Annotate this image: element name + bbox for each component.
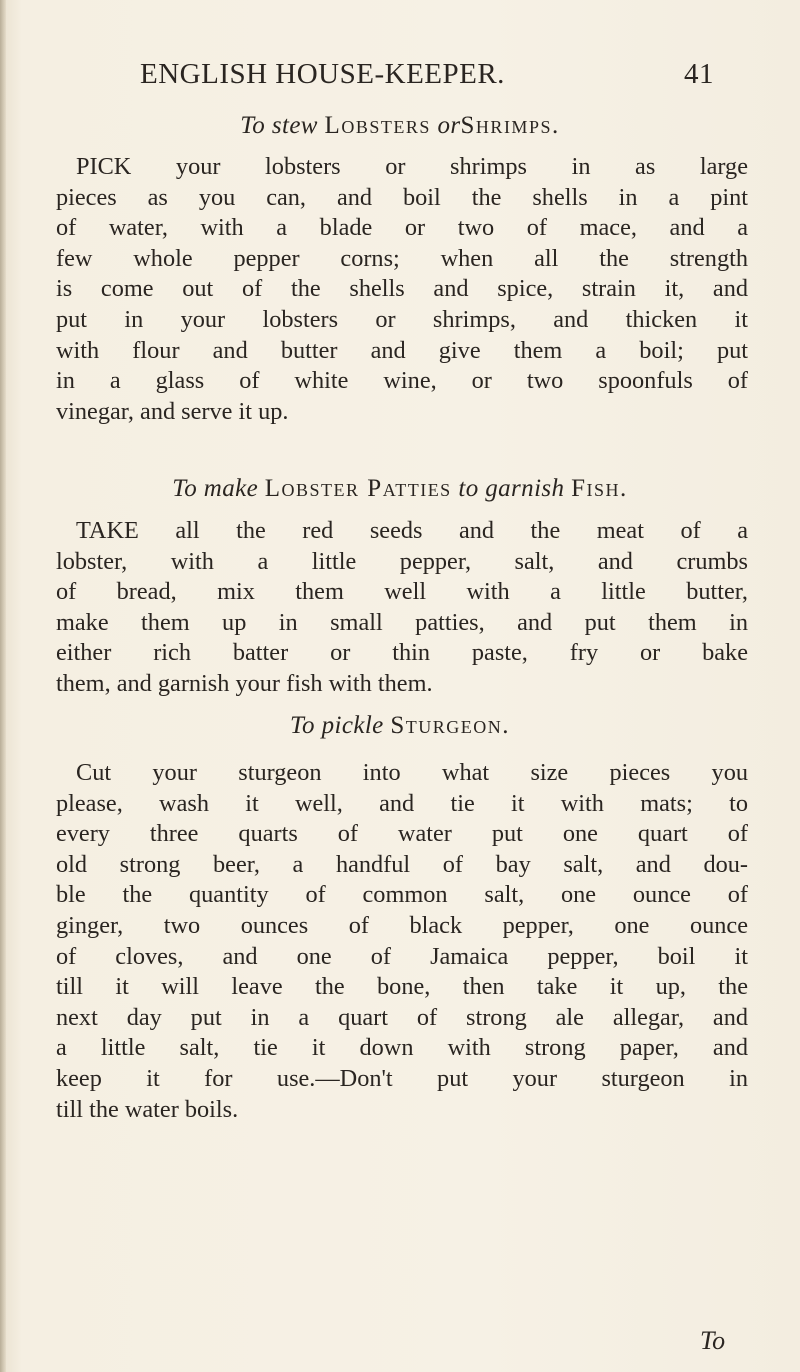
text-line: till it will leave the bone, then take it up, the <box>56 973 748 1001</box>
text-line: put in your lobsters or shrimps, and thicken it <box>56 305 748 333</box>
heading-italic-mid: to garnish <box>458 475 565 502</box>
heading-italic-lead: To stew <box>240 112 318 139</box>
page-number: 41 <box>684 58 714 90</box>
heading-italic-lead: To pickle <box>290 712 384 739</box>
text-line: please, wash it well, and tie it with mats; to <box>56 789 748 817</box>
text-line: either rich batter or thin paste, fry or bake <box>56 639 748 667</box>
text-line: next day put in a quart of strong ale allegar, and <box>56 1003 748 1031</box>
text-line: lobster, with a little pepper, salt, and crumbs <box>56 547 748 575</box>
heading-caps-tail: Shrimps. <box>460 112 560 139</box>
text-line: a little salt, tie it down with strong paper, and <box>56 1034 748 1062</box>
heading-caps-tail: Fish. <box>571 475 628 502</box>
text-line: ble the quantity of common salt, one ounce of <box>56 881 748 909</box>
text-line: keep it for use.—Don't put your sturgeon in <box>56 1064 748 1092</box>
recipe-heading-pickle-sturgeon <box>0 712 800 740</box>
text-line: in a glass of white wine, or two spoonfuls of <box>56 367 748 395</box>
recipe-body-pickle-sturgeon <box>56 758 748 1125</box>
running-head <box>140 58 760 91</box>
heading-caps-text: Lobster Patties <box>264 475 452 502</box>
heading-caps-text: Lobsters <box>324 112 431 139</box>
text-line: pieces as you can, and boil the shells in a pint <box>56 183 748 211</box>
text-line: till the water boils. <box>56 1095 239 1123</box>
text-line: is come out of the shells and spice, strain it, and <box>56 275 748 303</box>
text-line: of cloves, and one of Jamaica pepper, boil it <box>56 942 748 970</box>
text-line: vinegar, and serve it up. <box>56 397 289 425</box>
text-line: Cut your sturgeon into what size pieces you <box>76 759 748 786</box>
recipe-heading-stew-lobsters <box>0 112 800 140</box>
catchword: To <box>700 1326 726 1355</box>
heading-caps-text: Sturgeon. <box>390 712 510 739</box>
text-line: few whole pepper corns; when all the strength <box>56 244 748 272</box>
page-gutter-shadow <box>0 0 6 1372</box>
text-line: old strong beer, a handful of bay salt, and dou- <box>56 850 748 878</box>
text-line: PICK your lobsters or shrimps in as large <box>76 153 748 180</box>
recipe-heading-lobster-patties <box>0 475 800 503</box>
heading-italic-lead: To make <box>172 475 259 502</box>
text-line: of bread, mix them well with a little butter, <box>56 578 748 606</box>
recipe-body-stew-lobsters <box>56 152 748 427</box>
text-line: with flour and butter and give them a boil; put <box>56 336 748 364</box>
recipe-body-lobster-patties <box>56 516 748 700</box>
text-line: make them up in small patties, and put them in <box>56 608 748 636</box>
heading-italic-mid: or <box>437 112 461 139</box>
text-line: ginger, two ounces of black pepper, one ounce <box>56 911 748 939</box>
running-title: ENGLISH HOUSE-KEEPER. <box>140 58 505 90</box>
text-line: of water, with a blade or two of mace, and a <box>56 214 748 242</box>
text-line: TAKE all the red seeds and the meat of a <box>76 517 748 544</box>
text-line: every three quarts of water put one quart of <box>56 820 748 848</box>
text-line: them, and garnish your fish with them. <box>56 669 433 697</box>
